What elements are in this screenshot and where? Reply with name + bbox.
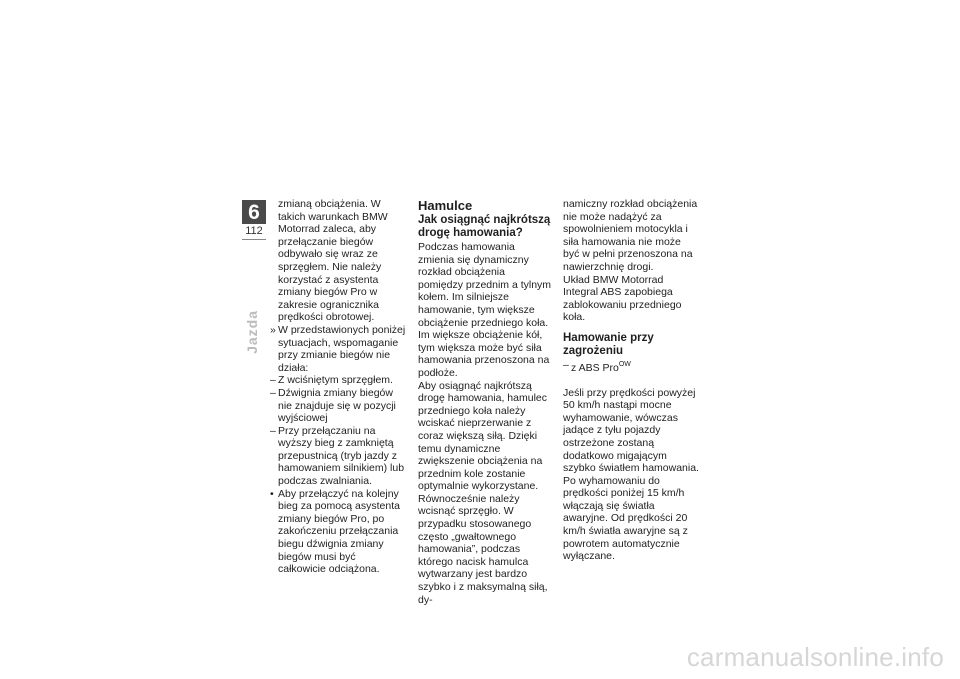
column-1 — [270, 198, 406, 576]
bullet-list-item — [270, 488, 406, 576]
dash-marker: – — [563, 358, 569, 371]
dash-marker: – — [270, 374, 276, 387]
page-number-divider — [242, 239, 266, 240]
dash-marker: – — [270, 386, 276, 399]
chapter-number: 6 — [248, 200, 260, 224]
braking-paragraph-continued: namiczny rozkład obciążenia nie może nadążyć za spowolnieniem motocykla i siła hamowania nie może być w pełni przenoszona na nawierzchnię drogi. — [563, 198, 698, 273]
column-3 — [563, 198, 699, 563]
subheading-shortest-braking: Jak osiągnąć najkrótszą drogę hamowania? — [418, 214, 551, 239]
abs-pro-label: z ABS Pro — [571, 361, 619, 374]
arrow-marker: » — [270, 323, 276, 336]
bullet-marker: • — [270, 487, 274, 500]
dash-marker: – — [270, 424, 276, 437]
dash-list-text: Z wciśniętym sprzęgłem. — [278, 374, 393, 387]
page-number: 112 — [245, 225, 263, 237]
subheading-emergency-braking: Hamowanie przy zagrożeniu — [563, 331, 654, 357]
dash-list-item — [270, 425, 406, 488]
emergency-paragraph-2: Po wyhamowaniu do prędkości poniżej 15 km/h włączają się światła awaryjne. Od prędkości 20 km/h światła awaryjne są z powrotem automatycznie wyłączane. — [563, 474, 688, 563]
emergency-paragraph-1: Jeśli przy prędkości powyżej 50 km/h nastąpi mocne wyhamowanie, wówczas jadące z tyłu pojazdy ostrzeżone zostaną dodatkowo migającym szybko światłem hamowania. — [563, 386, 699, 475]
section-heading-brakes: Hamulce — [418, 198, 473, 213]
chapter-title: Jazda — [244, 310, 260, 354]
braking-paragraph-2: Aby osiągnąć najkrótszą drogę hamowania, hamulec przedniego koła należy wciskać nieprzerwanie z coraz większą siłą. Dzięki temu dynamiczne zwiększenie obciążenia na przednim kole zostanie optymalnie wykorzystane. Równocześnie należy wcisnąć sprzęgło. W przypadku stosowanego często „gwałtownego hamowania”, podczas którego nacisk hamulca wytwarzany jest bardzo szybko i z maksymalną siłą, dy- — [418, 379, 548, 606]
optional-equipment-badge: OW — [618, 360, 631, 368]
braking-paragraph: Podczas hamowania zmienia się dynamiczny rozkład obciążenia pomiędzy przednim a tylnym kołem. Im silniejsze hamowanie, tym większe obciążenie przedniego koła. Im większe obciążenie kół, tym większa może być siła hamowania przenoszona na podłoże. — [418, 241, 552, 379]
column-2 — [418, 198, 552, 606]
watermark: carmanualsonline.info — [686, 642, 944, 672]
chapter-number-box — [242, 200, 266, 224]
arrow-list-item — [270, 324, 406, 374]
dash-list-item — [563, 359, 699, 375]
spacer — [563, 375, 699, 387]
dash-list-item — [270, 374, 406, 387]
abs-paragraph: Układ BMW Motorrad Integral ABS zapobiega zablokowaniu przedniego koła. — [563, 273, 682, 324]
bullet-list-text: Aby przełączyć na kolejny bieg za pomocą asystenta zmiany biegów Pro, po zakończeniu przełączania biegu dźwignia zmiany biegów musi być całkowicie odciążona. — [278, 487, 400, 576]
dash-list-text: Przy przełączaniu na wyższy bieg z zamkniętą przepustnicą (tryb jazdy z hamowaniem silnikiem) lub podczas zwalniania. — [278, 424, 405, 488]
dash-list-item — [270, 387, 406, 425]
dash-list-text: Dźwignia zmiany biegów nie znajduje się w pozycji wyjściowej — [278, 386, 396, 425]
intro-paragraph: zmianą obciążenia. W takich warunkach BMW Motorrad zaleca, aby przełączanie biegów odbywało się wraz ze sprzęgłem. Nie należy korzystać z asystenta zmiany biegów Pro w zakresie ogranicznika prędkości obrotowej. — [278, 198, 388, 324]
arrow-list-text: W przedstawionych poniżej sytuacjach, wspomaganie przy zmianie biegów nie działa: — [278, 323, 406, 374]
